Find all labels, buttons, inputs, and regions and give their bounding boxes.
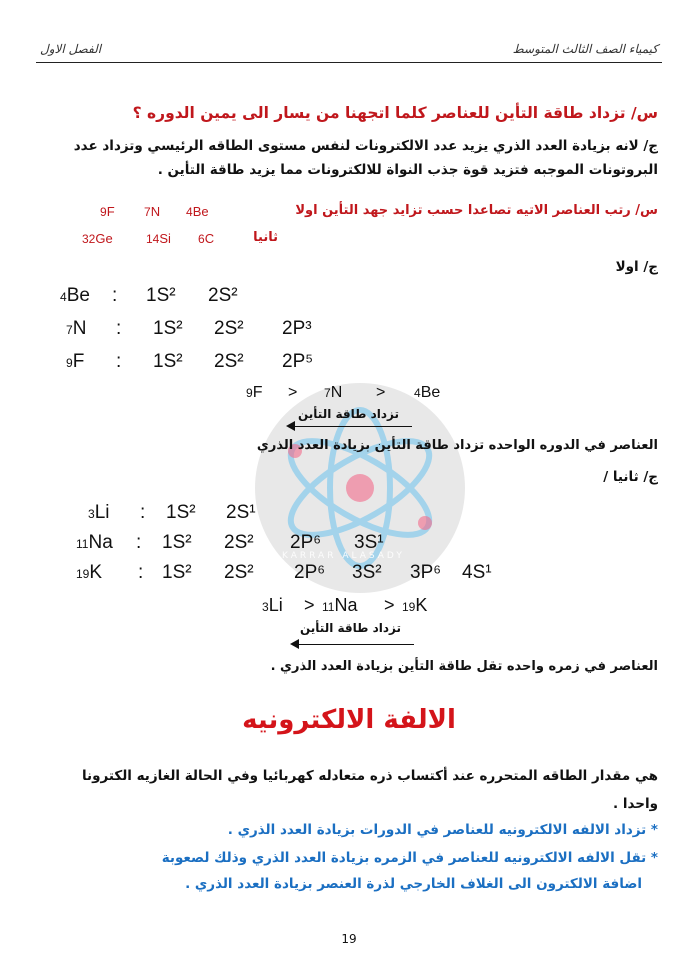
arrow-line-1 (292, 426, 412, 427)
answer-second-label: ج/ ثانيا / (603, 469, 658, 485)
config-row-n: 7N : 1S² 2S² 2P³ (66, 318, 312, 339)
element-si: 14Si (146, 231, 171, 246)
element-ge: 32Ge (82, 231, 113, 246)
arrow-label-1: تزداد طاقة التأين (298, 407, 400, 421)
conclusion-group: العناصر في زمره واحده تقل طاقة التأين بزيادة العدد الذري . (270, 659, 658, 674)
page-number: 19 (341, 932, 357, 946)
element-c: 6C (198, 231, 215, 246)
header-chapter: الفصل الاول (40, 42, 102, 56)
answer-1-line-1: ج/ لانه بزيادة العدد الذري يزيد عدد الالكترونات لنفس مستوى الطاقه الرئيسي وتزداد عدد (73, 138, 658, 154)
second-label: ثانيا (253, 230, 278, 245)
config-row-k: 19K : 1S² 2S² 2P⁶ 3S² 3P⁶ 4S¹ (76, 562, 492, 583)
question-2: س/ رتب العناصر الاتيه تصاعدا حسب تزايد جهد التأين اولا (295, 203, 658, 218)
bullet-2-line-1: * تقل الالفه الالكترونيه للعناصر في الزمره بزيادة العدد الذري وذلك لصعوبة (161, 850, 658, 866)
header-rule (36, 62, 662, 63)
element-f: 9F (100, 204, 115, 219)
arrow-label-2: تزداد طاقة التأين (300, 621, 402, 635)
comparison-group: 3Li > 11Na > 19K (262, 595, 428, 615)
comparison-period: 9F > 7N > 4Be (246, 384, 441, 401)
answer-1-line-2: البروتونات الموجبه فتزيد قوة جذب النواة للالكترونات مما يزيد طاقة التأين . (157, 162, 658, 178)
watermark-text: KARRAR ALASADY (282, 551, 405, 561)
arrow-line-2 (296, 644, 414, 645)
element-be: 4Be (186, 204, 209, 219)
config-row-li: 3Li : 1S² 2S¹ (88, 502, 256, 523)
config-row-f: 9F : 1S² 2S² 2P⁵ (66, 351, 314, 372)
header-subject: كيمياء الصف الثالث المتوسط (512, 42, 658, 56)
config-row-be: 4Be : 1S² 2S² (60, 285, 238, 306)
bullet-1: * تزداد الالفه الالكترونيه للعناصر في الدورات بزيادة العدد الذري . (227, 822, 658, 838)
answer-first-label: ج/ اولا (615, 259, 658, 275)
section-title: الالفة الالكترونيه (242, 705, 456, 735)
definition-line-2: واحدا . (612, 796, 658, 812)
element-n: 7N (144, 204, 161, 219)
definition-line-1: هي مقدار الطاقه المتحرره عند أكتساب ذره متعادله كهربائيا وفي الحالة الغازيه الكترونا (81, 768, 658, 784)
bullet-2-line-2: اضافة الالكترون الى الغلاف الخارجي لذرة العنصر بزيادة العدد الذري . (185, 876, 642, 892)
conclusion-period: العناصر في الدوره الواحده تزداد طاقة التأين بزيادة العدد الذري (256, 438, 658, 453)
question-1: س/ تزداد طاقة التأين للعناصر كلما اتجهنا من يسار الى يمين الدوره ؟ (132, 104, 658, 122)
config-row-na: 11Na : 1S² 2S² 2P⁶ 3S¹ (76, 532, 384, 553)
